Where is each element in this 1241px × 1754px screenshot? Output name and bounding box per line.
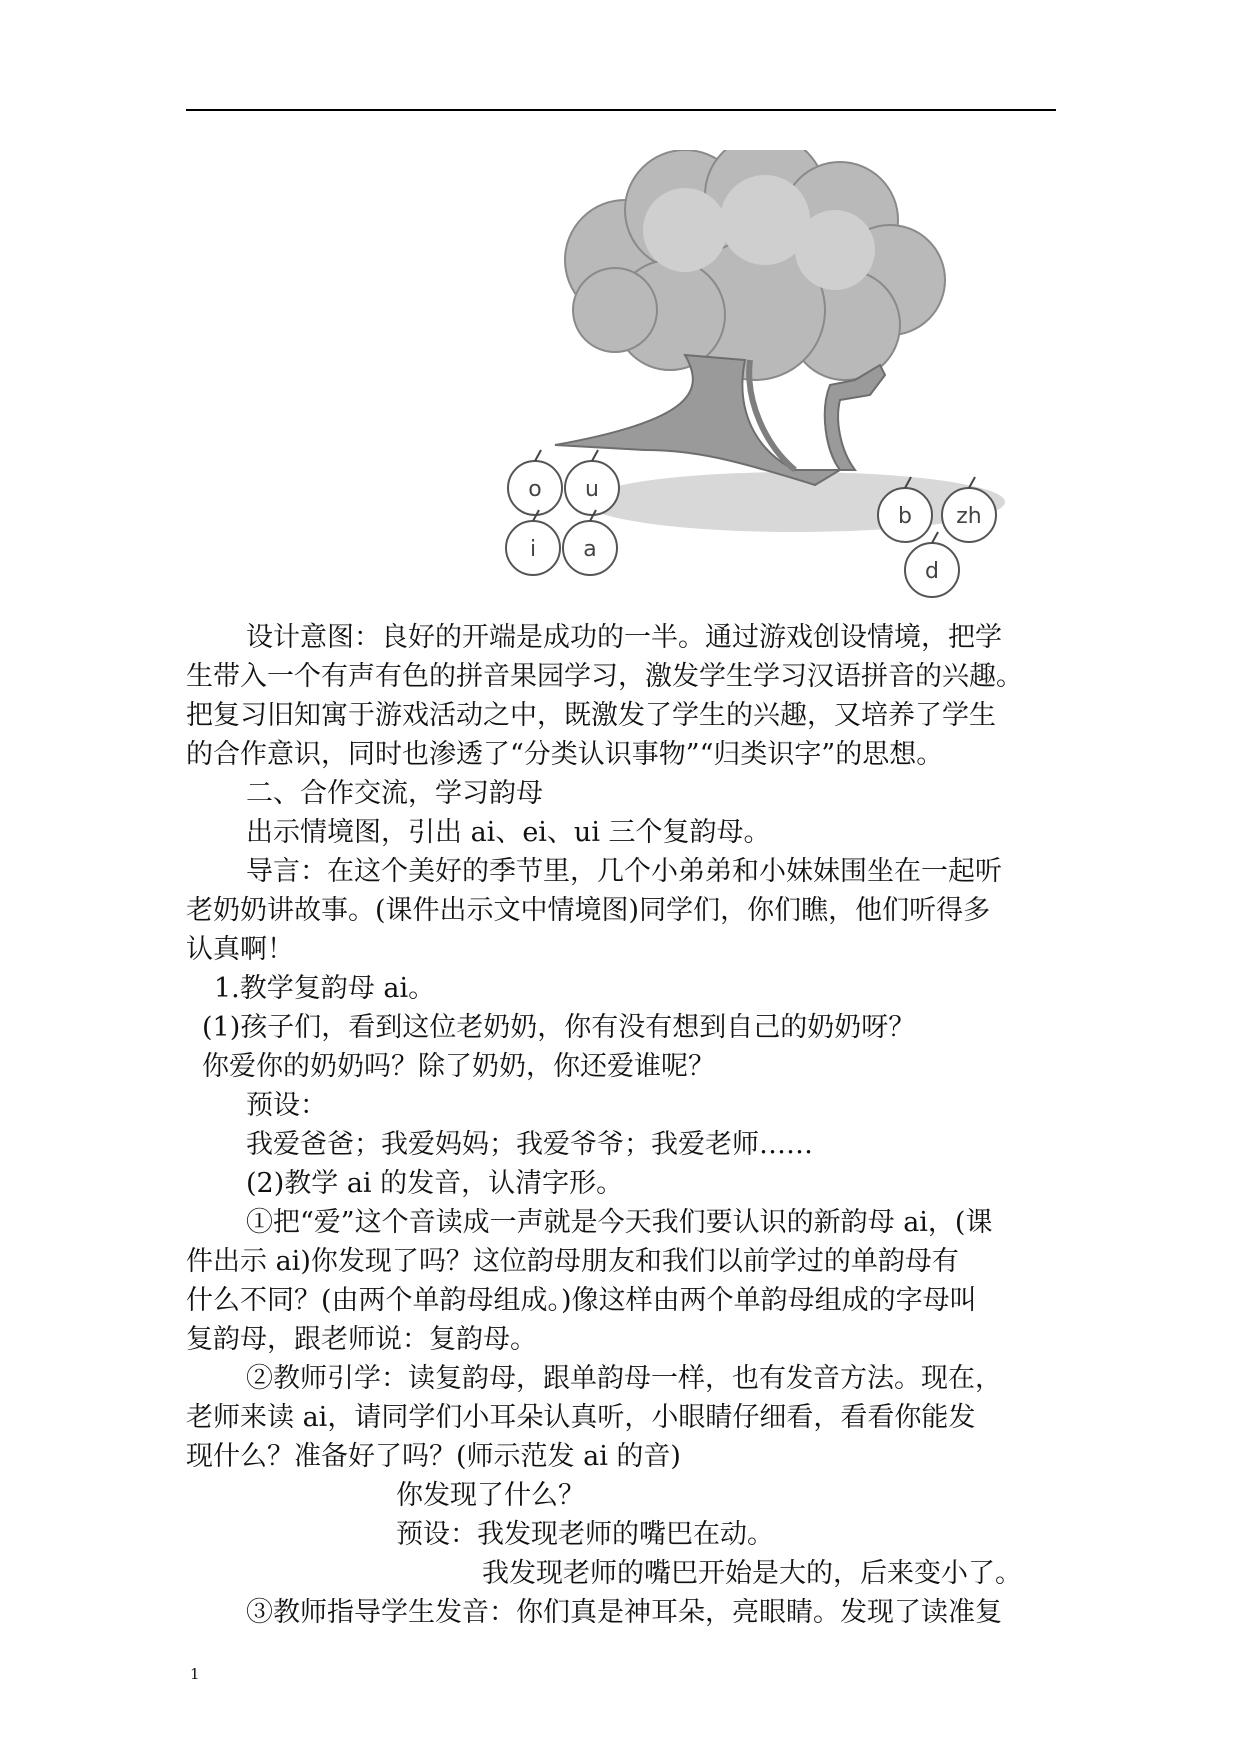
paragraph: (1)孩子们，看到这位老奶奶，你有没有想到自己的奶奶呀？	[202, 1012, 916, 1043]
paragraph: ③教师指导学生发音：你们真是神耳朵，亮眼睛。发现了读准复	[246, 1597, 1002, 1628]
apple-a	[563, 510, 617, 575]
svg-text:d: d	[925, 559, 939, 584]
paragraph: 导言：在这个美好的季节里，几个小弟弟和小妹妹围坐在一起听	[246, 856, 1002, 887]
svg-text:i: i	[529, 537, 537, 562]
subsection-heading: 1.教学复韵母 ai。	[214, 973, 436, 1004]
svg-text:zh: zh	[956, 504, 982, 529]
paragraph: 你爱你的奶奶吗？除了奶奶，你还爱谁呢？	[202, 1051, 715, 1082]
svg-text:a: a	[583, 537, 597, 562]
paragraph: ②教师引学：读复韵母，跟单韵母一样，也有发音方法。现在，	[246, 1363, 1002, 1394]
paragraph: 现什么？准备好了吗？(师示范发 ai 的音)	[186, 1441, 681, 1472]
paragraph: 老奶奶讲故事。(课件出示文中情境图)同学们，你们瞧，他们听得多	[186, 895, 991, 926]
apple-tree-illustration	[495, 150, 1025, 610]
apple-o	[508, 450, 562, 515]
paragraph: 的合作意识，同时也渗透了“分类认识事物”“归类识字”的思想。	[186, 739, 944, 770]
paragraph: 生带入一个有声有色的拼音果园学习，激发学生学习汉语拼音的兴趣。	[186, 661, 1023, 692]
page-number: 1	[190, 1665, 200, 1683]
svg-text:o: o	[528, 477, 542, 502]
paragraph: 认真啊！	[186, 934, 294, 965]
paragraph: 什么不同？(由两个单韵母组成。)像这样由两个单韵母组成的字母叫	[186, 1285, 977, 1316]
apple-u	[565, 450, 619, 515]
svg-text:u: u	[585, 477, 599, 502]
paragraph: 我爱爸爸；我爱妈妈；我爱爷爷；我爱老师……	[246, 1129, 813, 1160]
section-heading: 二、合作交流，学习韵母	[246, 778, 543, 809]
apple-i	[506, 510, 560, 575]
svg-text:b: b	[898, 504, 912, 529]
paragraph: 老师来读 ai，请同学们小耳朵认真听，小眼睛仔细看，看看你能发	[186, 1402, 976, 1433]
header-rule	[186, 109, 1056, 111]
paragraph: 设计意图：良好的开端是成功的一半。通过游戏创设情境，把学	[246, 622, 1002, 653]
paragraph: ①把“爱”这个音读成一声就是今天我们要认识的新韵母 ai，(课	[246, 1207, 993, 1238]
paragraph: 复韵母，跟老师说：复韵母。	[186, 1324, 537, 1355]
paragraph: (2)教学 ai 的发音，认清字形。	[246, 1168, 624, 1199]
body-text	[186, 618, 1066, 1632]
paragraph: 预设：	[246, 1090, 327, 1121]
paragraph: 预设：我发现老师的嘴巴在动。	[396, 1519, 774, 1550]
paragraph: 把复习旧知寓于游戏活动之中，既激发了学生的兴趣，又培养了学生	[186, 700, 996, 731]
paragraph: 你发现了什么？	[396, 1480, 585, 1511]
paragraph: 出示情境图，引出 ai、ei、ui 三个复韵母。	[246, 817, 771, 848]
paragraph: 我发现老师的嘴巴开始是大的，后来变小了。	[482, 1558, 1022, 1589]
paragraph: 件出示 ai)你发现了吗？这位韵母朋友和我们以前学过的单韵母有	[186, 1246, 959, 1277]
